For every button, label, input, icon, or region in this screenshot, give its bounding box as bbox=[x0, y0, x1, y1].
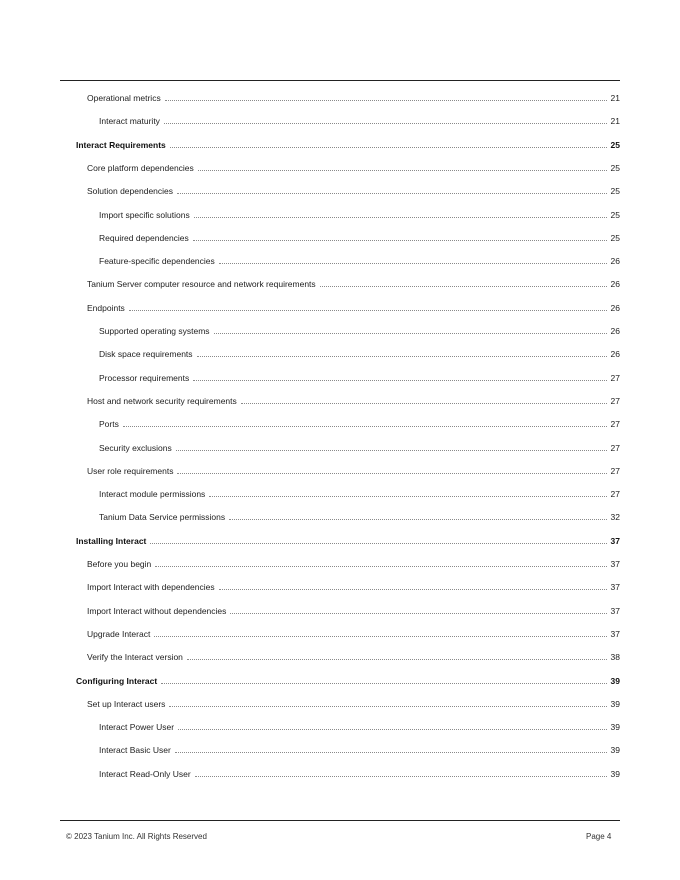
toc-dot-leader bbox=[177, 473, 607, 474]
toc-entry-title: Operational metrics bbox=[87, 93, 161, 103]
footer-copyright: © 2023 Tanium Inc. All Rights Reserved bbox=[66, 832, 207, 841]
toc-entry-title: Installing Interact bbox=[76, 535, 147, 546]
toc-entry-title: Tanium Data Service permissions bbox=[99, 512, 226, 523]
toc-entry-page: 26 bbox=[610, 349, 620, 360]
toc-entry[interactable] bbox=[87, 89, 620, 103]
toc-entry[interactable] bbox=[87, 275, 620, 289]
toc-dot-leader bbox=[177, 193, 607, 194]
toc-entry-title: Solution dependencies bbox=[87, 186, 174, 197]
toc-entry-title: Tanium Server computer resource and network requirements bbox=[87, 279, 316, 290]
toc-entry-page: 26 bbox=[610, 302, 620, 313]
toc-dot-leader bbox=[219, 589, 607, 590]
toc-entry[interactable] bbox=[99, 369, 620, 383]
toc-entry[interactable] bbox=[99, 508, 620, 522]
toc-entry[interactable] bbox=[99, 229, 620, 243]
toc-entry[interactable] bbox=[87, 625, 620, 639]
toc-entry-title: Import Interact without dependencies bbox=[87, 605, 227, 616]
toc-entry-title: Interact Read-Only User bbox=[99, 768, 191, 779]
toc-entry[interactable] bbox=[99, 206, 620, 220]
toc-dot-leader bbox=[161, 683, 607, 684]
toc-dot-leader bbox=[165, 100, 607, 101]
header-rule bbox=[60, 80, 620, 81]
toc-entry-title: Security exclusions bbox=[99, 442, 172, 453]
toc-entry-title: Upgrade Interact bbox=[87, 628, 151, 639]
toc-dot-leader bbox=[320, 286, 607, 287]
toc-entry-title: Import Interact with dependencies bbox=[87, 582, 215, 593]
toc-entry-page: 25 bbox=[610, 139, 620, 150]
toc-entry-page: 27 bbox=[610, 372, 620, 383]
toc-entry-title: Interact Power User bbox=[99, 722, 175, 733]
toc-entry-page: 27 bbox=[610, 489, 620, 500]
toc-entry-page: 27 bbox=[610, 465, 620, 476]
toc-dot-leader bbox=[197, 356, 607, 357]
toc-entry-page: 27 bbox=[610, 442, 620, 453]
toc-entry-title: Interact maturity bbox=[99, 116, 160, 127]
toc-entry-title: Feature-specific dependencies bbox=[99, 256, 215, 267]
toc-entry-title: Required dependencies bbox=[99, 232, 189, 243]
toc-entry[interactable] bbox=[87, 462, 620, 476]
toc-entry-page: 32 bbox=[610, 512, 620, 523]
toc-entry-page: 39 bbox=[610, 745, 620, 756]
toc-entry[interactable] bbox=[87, 602, 620, 616]
toc-entry[interactable] bbox=[87, 695, 620, 709]
toc-entry-page: 26 bbox=[610, 279, 620, 290]
toc-entry[interactable] bbox=[76, 136, 620, 150]
toc-dot-leader bbox=[176, 450, 607, 451]
toc-dot-leader bbox=[193, 380, 607, 381]
toc-entry-page: 37 bbox=[610, 628, 620, 639]
toc-dot-leader bbox=[187, 659, 607, 660]
toc-entry[interactable] bbox=[87, 182, 620, 196]
toc-dot-leader bbox=[214, 333, 607, 334]
toc-dot-leader bbox=[178, 729, 607, 730]
toc-entry[interactable] bbox=[76, 532, 620, 546]
toc-entry-title: Disk space requirements bbox=[99, 349, 193, 360]
toc-entry-title: Endpoints bbox=[87, 302, 125, 313]
toc-entry-page: 39 bbox=[610, 722, 620, 733]
toc-entry[interactable] bbox=[99, 252, 620, 266]
toc-entry[interactable] bbox=[87, 555, 620, 569]
footer-page-number: Page 4 bbox=[586, 832, 612, 841]
toc-entry-title: Configuring Interact bbox=[76, 675, 158, 686]
toc-entry[interactable] bbox=[99, 765, 620, 779]
toc-entry-title: Processor requirements bbox=[99, 372, 190, 383]
toc-entry-title: Interact Basic User bbox=[99, 745, 171, 756]
toc-entry-title: Interact module permissions bbox=[99, 489, 206, 500]
toc-entry-page: 39 bbox=[610, 698, 620, 709]
toc-dot-leader bbox=[209, 496, 607, 497]
toc-entry[interactable] bbox=[87, 299, 620, 313]
toc-entry[interactable] bbox=[99, 415, 620, 429]
toc-entry-page: 39 bbox=[610, 768, 620, 779]
toc-entry-page: 38 bbox=[610, 652, 620, 663]
toc-entry[interactable] bbox=[87, 392, 620, 406]
toc-dot-leader bbox=[164, 123, 607, 124]
toc-entry[interactable] bbox=[99, 322, 620, 336]
toc-dot-leader bbox=[175, 752, 607, 753]
toc-entry-page: 39 bbox=[610, 675, 620, 686]
toc-dot-leader bbox=[170, 147, 607, 148]
toc-entry-title: Before you begin bbox=[87, 559, 152, 569]
toc-dot-leader bbox=[195, 776, 607, 777]
toc-entry-page: 37 bbox=[610, 535, 620, 546]
toc-entry-title: Import specific solutions bbox=[99, 209, 190, 220]
toc-entry-page: 27 bbox=[610, 419, 620, 430]
toc-entry-page: 25 bbox=[610, 232, 620, 243]
toc-dot-leader bbox=[219, 263, 607, 264]
toc-entry-title: User role requirements bbox=[87, 465, 174, 476]
toc-entry-page: 21 bbox=[610, 116, 620, 127]
toc-entry-page: 26 bbox=[610, 256, 620, 267]
toc-dot-leader bbox=[198, 170, 607, 171]
toc-dot-leader bbox=[230, 613, 607, 614]
toc-entry-page: 21 bbox=[610, 93, 620, 103]
toc-entry[interactable] bbox=[99, 112, 620, 126]
toc-entry-page: 25 bbox=[610, 162, 620, 173]
toc-entry-title: Set up Interact users bbox=[87, 698, 166, 709]
toc-dot-leader bbox=[194, 217, 607, 218]
toc-dot-leader bbox=[229, 519, 607, 520]
toc-entry[interactable] bbox=[99, 345, 620, 359]
toc-entry-title: Interact Requirements bbox=[76, 139, 166, 150]
toc-entry-page: 25 bbox=[610, 209, 620, 220]
toc-entry[interactable] bbox=[76, 672, 620, 686]
toc-entry[interactable] bbox=[87, 648, 620, 662]
toc-dot-leader bbox=[123, 426, 607, 427]
toc-entry[interactable] bbox=[99, 741, 620, 755]
toc-entry-page: 25 bbox=[610, 186, 620, 197]
toc-entry-page: 27 bbox=[610, 395, 620, 406]
toc-entry-title: Verify the Interact version bbox=[87, 652, 183, 663]
toc-dot-leader bbox=[193, 240, 607, 241]
footer-rule bbox=[60, 820, 620, 821]
toc-entry[interactable] bbox=[99, 718, 620, 732]
toc-entry-title: Supported operating systems bbox=[99, 326, 210, 336]
toc-entry-page: 26 bbox=[610, 326, 620, 336]
toc-dot-leader bbox=[155, 566, 607, 567]
toc-dot-leader bbox=[150, 543, 607, 544]
toc-dot-leader bbox=[169, 706, 607, 707]
toc-entry[interactable] bbox=[87, 578, 620, 592]
toc-entry[interactable] bbox=[87, 159, 620, 173]
toc-entry-page: 37 bbox=[610, 605, 620, 616]
toc-entry-page: 37 bbox=[610, 559, 620, 569]
toc-entry-page: 37 bbox=[610, 582, 620, 593]
toc-entry[interactable] bbox=[99, 485, 620, 499]
toc-dot-leader bbox=[241, 403, 607, 404]
toc-entry[interactable] bbox=[99, 439, 620, 453]
toc-entry-title: Ports bbox=[99, 419, 119, 430]
toc-dot-leader bbox=[129, 310, 607, 311]
toc-entry-title: Host and network security requirements bbox=[87, 395, 237, 406]
toc-entry-title: Core platform dependencies bbox=[87, 162, 194, 173]
toc-dot-leader bbox=[154, 636, 607, 637]
